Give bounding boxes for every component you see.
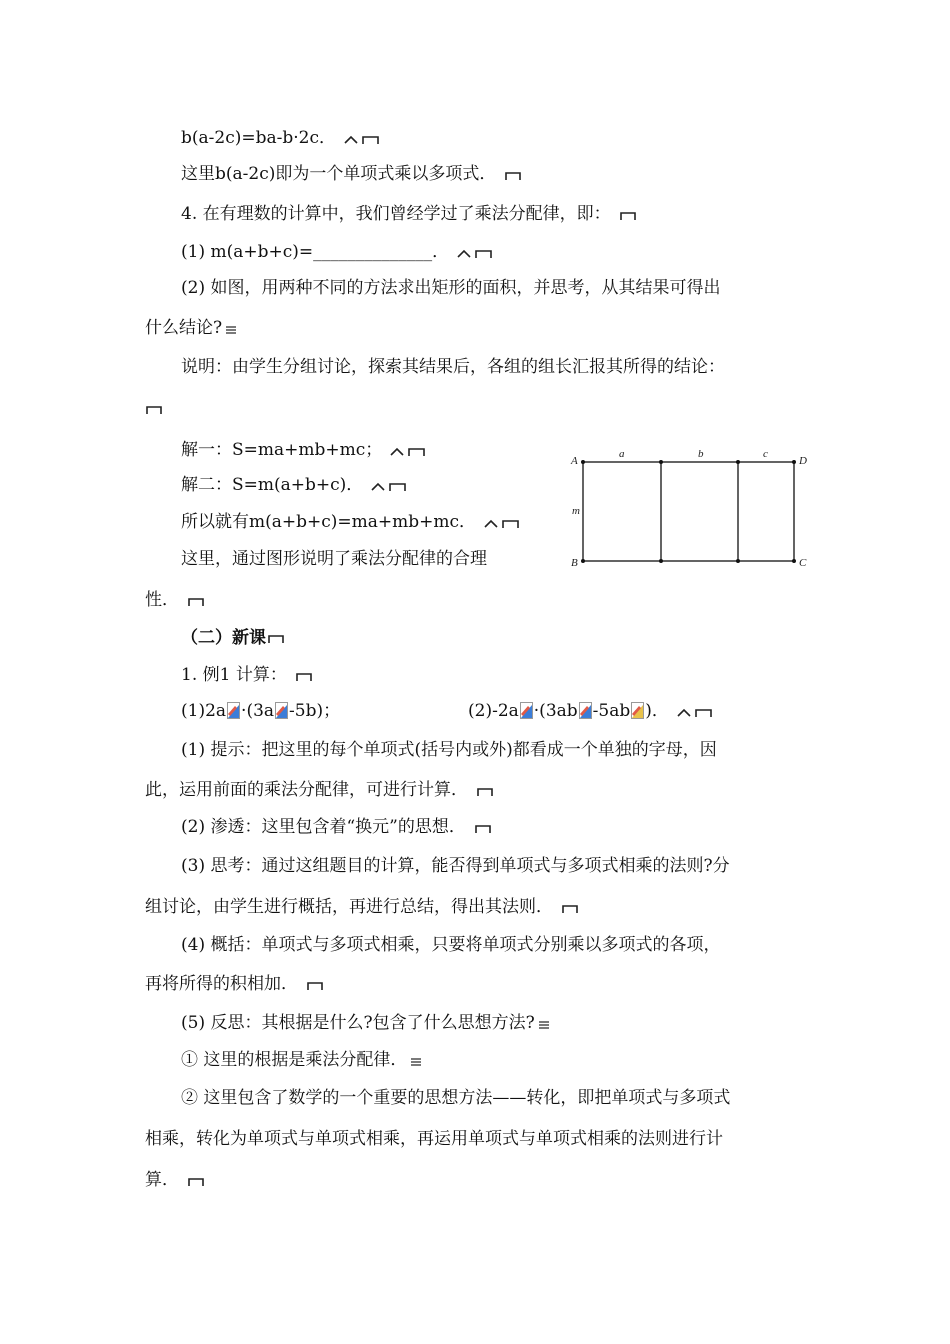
return-mark-icon — [371, 480, 407, 492]
label-C: C — [799, 557, 807, 569]
line-break-mark-icon — [537, 1018, 551, 1030]
text-line: 4. 在有理数的计算中，我们曾经学过了乘法分配律，即： — [181, 202, 637, 226]
vertex-dot — [736, 460, 740, 464]
paragraph-mark-icon — [306, 979, 324, 991]
paragraph-mark-icon — [187, 1175, 205, 1187]
label-m: m — [572, 505, 580, 517]
paragraph-mark-icon — [619, 209, 637, 221]
vertex-dot — [792, 460, 796, 464]
paragraph-mark-icon — [295, 670, 313, 682]
vertex-dot — [736, 559, 740, 563]
example-problem-1: (1)2a ·(3a -5b)； — [181, 701, 341, 721]
paragraph-mark-icon — [474, 822, 492, 834]
line-break-mark-icon — [224, 323, 238, 335]
paragraph-mark-icon — [267, 632, 285, 644]
section-heading: （二）新课 — [181, 626, 285, 650]
label-a: a — [619, 448, 625, 460]
paragraph-mark-icon — [561, 902, 579, 914]
text-line: (4) 概括：单项式与多项式相乘，只要将单项式分别乘以多项式的各项， — [181, 935, 721, 955]
vertex-dot — [581, 559, 585, 563]
text-line: 解一：S=ma+mb+mc； — [181, 438, 426, 462]
broken-image-icon — [520, 702, 533, 719]
label-B: B — [571, 557, 578, 569]
text-line: 说明：由学生分组讨论，探索其结果后，各组的组长汇报其所得的结论： — [181, 357, 725, 377]
vertex-dot — [581, 460, 585, 464]
return-mark-icon — [344, 133, 380, 145]
outer-rectangle — [583, 462, 794, 561]
text-line: 1. 例1 计算： — [181, 663, 313, 687]
vertex-dot — [659, 559, 663, 563]
paragraph-mark-icon — [504, 169, 522, 181]
text-line: (1) 提示：把这里的每个单项式(括号内或外)都看成一个单独的字母，因 — [181, 740, 717, 760]
paragraph-mark-line — [145, 398, 163, 422]
rectangle-figure — [566, 444, 816, 580]
text-line: 这里，通过图形说明了乘法分配律的合理 — [181, 549, 487, 569]
broken-image-icon — [631, 702, 644, 719]
text-line: ① 这里的根据是乘法分配律． — [181, 1048, 423, 1072]
text-line: 什么结论? — [145, 316, 238, 340]
vertex-dot — [792, 559, 796, 563]
text-line: 再将所得的积相加． — [145, 972, 324, 996]
return-mark-icon — [677, 706, 713, 718]
text-line: 此，运用前面的乘法分配律，可进行计算． — [145, 778, 494, 802]
return-mark-icon — [457, 247, 493, 259]
broken-image-icon — [227, 702, 240, 719]
text-line: (2) 渗透：这里包含着“换元”的思想． — [181, 815, 492, 839]
return-mark-icon — [484, 517, 520, 529]
label-b: b — [698, 448, 704, 460]
text-line: 性． — [145, 588, 205, 612]
broken-image-icon — [579, 702, 592, 719]
return-mark-icon — [390, 445, 426, 457]
text-line: (2) 如图，用两种不同的方法求出矩形的面积，并思考，从其结果可得出 — [181, 278, 721, 298]
text-line: 相乘，转化为单项式与单项式相乘，再运用单项式与单项式相乘的法则进行计 — [145, 1129, 723, 1149]
paragraph-mark-icon — [476, 785, 494, 797]
label-A: A — [571, 455, 578, 467]
vertex-dot — [659, 460, 663, 464]
line-break-mark-icon — [409, 1055, 423, 1067]
text-line: (1) m(a+b+c)=______________． — [181, 240, 493, 264]
broken-image-icon — [275, 702, 288, 719]
text-line: 组讨论，由学生进行概括，再进行总结，得出其法则． — [145, 895, 579, 919]
text-line: 所以就有m(a+b+c)=ma+mb+mc． — [181, 510, 520, 534]
text-line: (5) 反思：其根据是什么?包含了什么思想方法? — [181, 1011, 551, 1035]
text-line: 这里b(a-2c)即为一个单项式乘以多项式． — [181, 162, 522, 186]
label-c: c — [763, 448, 768, 460]
text-line: 算． — [145, 1168, 205, 1192]
paragraph-mark-icon — [187, 595, 205, 607]
text-line: ② 这里包含了数学的一个重要的思想方法——转化，即把单项式与多项式 — [181, 1088, 731, 1108]
label-D: D — [799, 455, 807, 467]
example-problem-2: (2)-2a ·(3ab -5ab )． — [468, 699, 713, 723]
text-line: 解二：S=m(a+b+c)． — [181, 473, 407, 497]
text-line: b(a-2c)=ba-b·2c． — [181, 126, 380, 150]
text-line: (3) 思考：通过这组题目的计算，能否得到单项式与多项式相乘的法则?分 — [181, 856, 730, 876]
paragraph-mark-icon — [145, 403, 163, 415]
